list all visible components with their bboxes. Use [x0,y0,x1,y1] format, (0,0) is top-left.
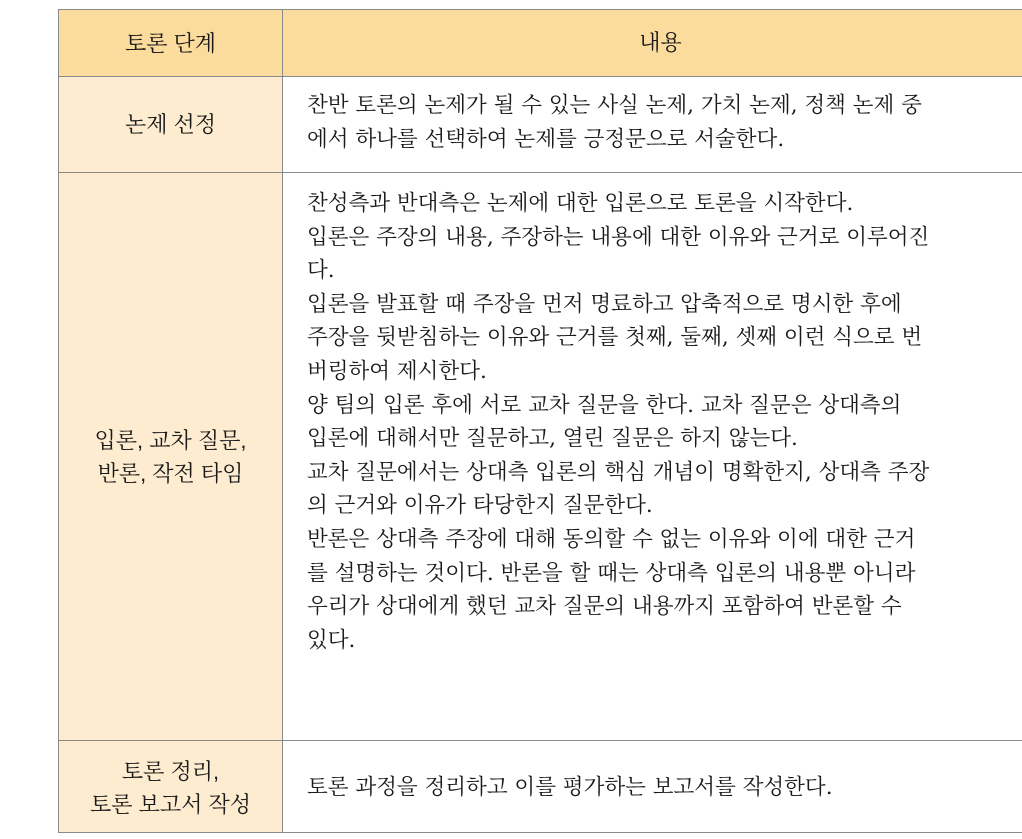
content-line: 버링하여 제시한다. [307,358,487,384]
stage-cell-constructive-cross-rebuttal: 입론, 교차 질문, 반론, 작전 타임 [59,173,283,740]
table-row [59,77,1022,173]
content-line: 입론을 발표할 때 주장을 먼저 명료하고 압축적으로 명시한 후에 [307,291,902,317]
content-line: 있다. [307,627,356,653]
content-line: 의 근거와 이유가 타당한지 질문한다. [307,493,653,519]
content-line: 입론에 대해서만 질문하고, 열린 질문은 하지 않는다. [307,426,798,452]
content-line: 토론 과정을 정리하고 이를 평가하는 보고서를 작성한다. [307,774,833,800]
content-cell-topic-selection [283,77,1022,172]
header-stage-cell: 토론 단계 [59,10,283,76]
stage-cell-debate-wrapup: 토론 정리, 토론 보고서 작성 [59,741,283,833]
content-line: 우리가 상대에게 했던 교차 질문의 내용까지 포함하여 반론할 수 [307,594,902,620]
content-line: 반론은 상대측 주장에 대해 동의할 수 없는 이유와 이에 대한 근거 [307,526,916,552]
content-line: 찬성측과 반대측은 논제에 대한 입론으로 토론을 시작한다. [307,191,854,216]
debate-stages-table [58,9,1022,833]
stage-cell-topic-selection: 논제 선정 [59,77,283,172]
content-line: 주장을 뒷받침하는 이유와 근거를 첫째, 둘째, 셋째 이런 식으로 번 [307,325,923,351]
table-row [59,741,1022,833]
content-line: 교차 질문에서는 상대측 입론의 핵심 개념이 명확한지, 상대측 주장 [307,459,930,485]
content-cell-constructive-cross-rebuttal [283,173,1022,740]
content-line: 를 설명하는 것이다. 반론을 할 때는 상대측 입론의 내용뿐 아니라 [307,560,916,586]
header-content-cell [283,10,1022,76]
content-line: 다. [307,258,335,284]
content-line: 에서 하나를 선택하여 논제를 긍정문으로 서술한다. [307,126,785,152]
content-line: 양 팀의 입론 후에 서로 교차 질문을 한다. 교차 질문은 상대측의 [307,392,902,418]
content-line: 입론은 주장의 내용, 주장하는 내용에 대한 이유와 근거로 이루어진 [307,224,930,250]
header-content-label: 내용 [639,30,682,56]
content-line: 찬반 토론의 논제가 될 수 있는 사실 논제, 가치 논제, 정책 논제 중 [307,93,922,118]
content-cell-debate-wrapup [283,741,1022,833]
table-header-row [59,10,1022,77]
table-row [59,173,1022,741]
